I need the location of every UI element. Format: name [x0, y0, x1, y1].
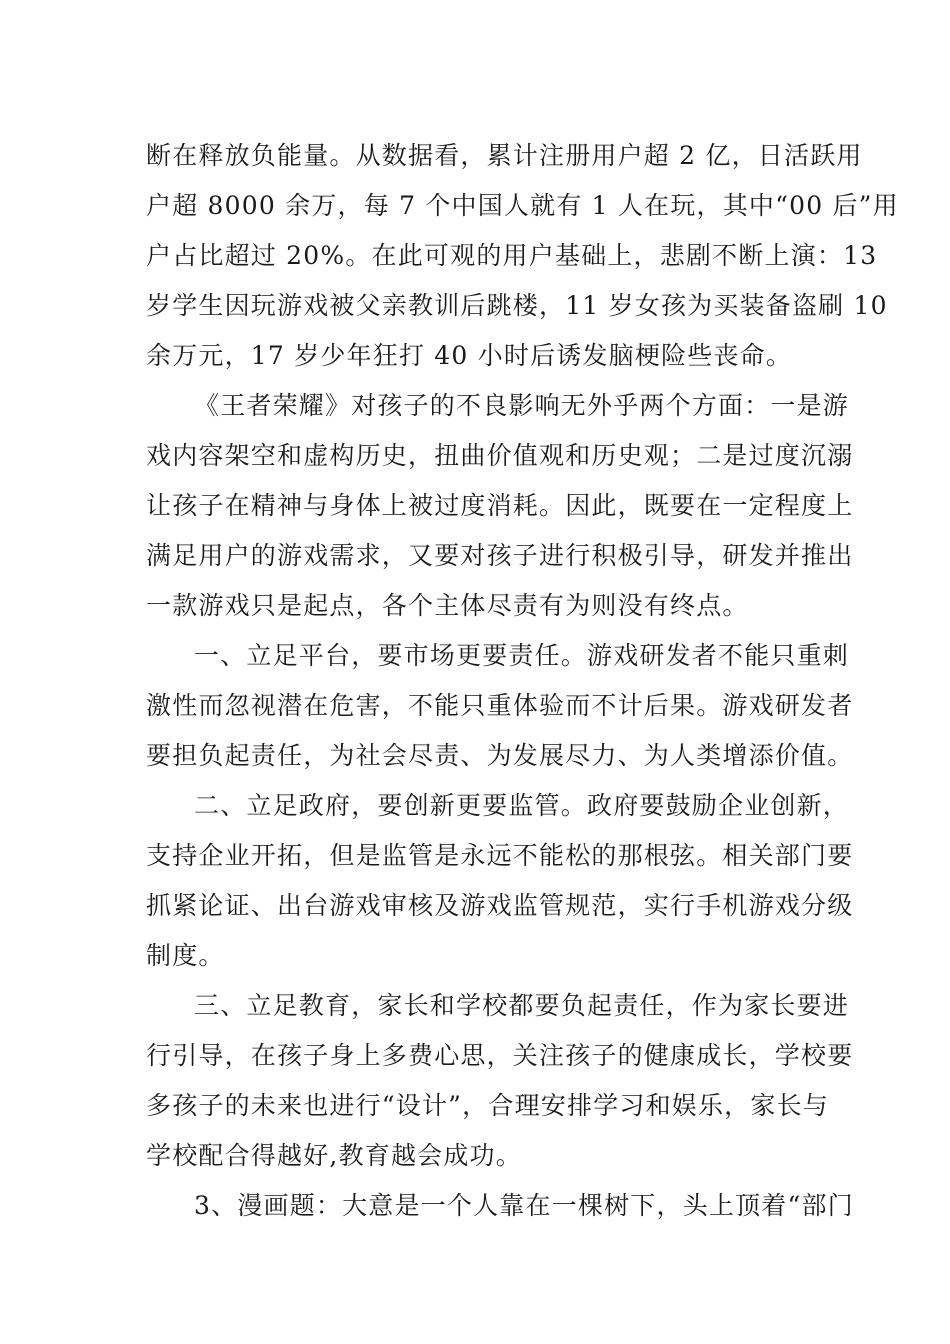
text-line: 《王者荣耀》对孩子的不良影响无外乎两个方面：一是游 — [194, 391, 850, 420]
text-line: 多孩子的未来也进行“设计”，合理安排学习和娱乐，家长与 — [146, 1091, 829, 1120]
text-line: 行引导，在孩子身上多费心思，关注孩子的健康成长，学校要 — [146, 1041, 854, 1070]
text-line: 满足用户的游戏需求，又要对孩子进行积极引导，研发并推出 — [146, 541, 854, 570]
text-line: 要担负起责任，为社会尽责、为发展尽力、为人类增添价值。 — [146, 741, 854, 770]
text-line: 户超 8000 余万，每 7 个中国人就有 1 人在玩，其中“00 后”用 — [146, 191, 899, 220]
text-line: 让孩子在精神与身体上被过度消耗。因此，既要在一定程度上 — [146, 491, 854, 520]
text-line: 余万元，17 岁少年狂打 40 小时后诱发脑梗险些丧命。 — [146, 341, 793, 370]
text-line: 户占比超过 20%。在此可观的用户基础上，悲剧不断上演：13 — [146, 241, 878, 270]
text-line: 戏内容架空和虚构历史，扭曲价值观和历史观；二是过度沉溺 — [146, 441, 854, 470]
text-line: 3、漫画题：大意是一个人靠在一棵树下，头上顶着“部门 — [194, 1191, 854, 1220]
text-line: 制度。 — [146, 941, 225, 970]
text-line: 一款游戏只是起点，各个主体尽责有为则没有终点。 — [146, 591, 749, 620]
text-line: 三、立足教育，家长和学校都要负起责任，作为家长要进 — [194, 991, 850, 1020]
document-body — [146, 131, 899, 1231]
text-line: 二、立足政府，要创新更要监管。政府要鼓励企业创新， — [194, 791, 850, 820]
text-line: 学校配合得越好,教育越会成功。 — [146, 1141, 522, 1170]
text-line: 抓紧论证、出台游戏审核及游戏监管规范，实行手机游戏分级 — [146, 891, 854, 920]
text-line: 岁学生因玩游戏被父亲教训后跳楼，11 岁女孩为买装备盗刷 10 — [146, 291, 888, 320]
text-line: 激性而忽视潜在危害，不能只重体验而不计后果。游戏研发者 — [146, 691, 854, 720]
text-line: 断在释放负能量。从数据看，累计注册用户超 2 亿，日活跃用 — [146, 141, 863, 170]
text-line: 一、立足平台，要市场更要责任。游戏研发者不能只重刺 — [194, 641, 850, 670]
text-line: 支持企业开拓，但是监管是永远不能松的那根弦。相关部门要 — [146, 841, 854, 870]
